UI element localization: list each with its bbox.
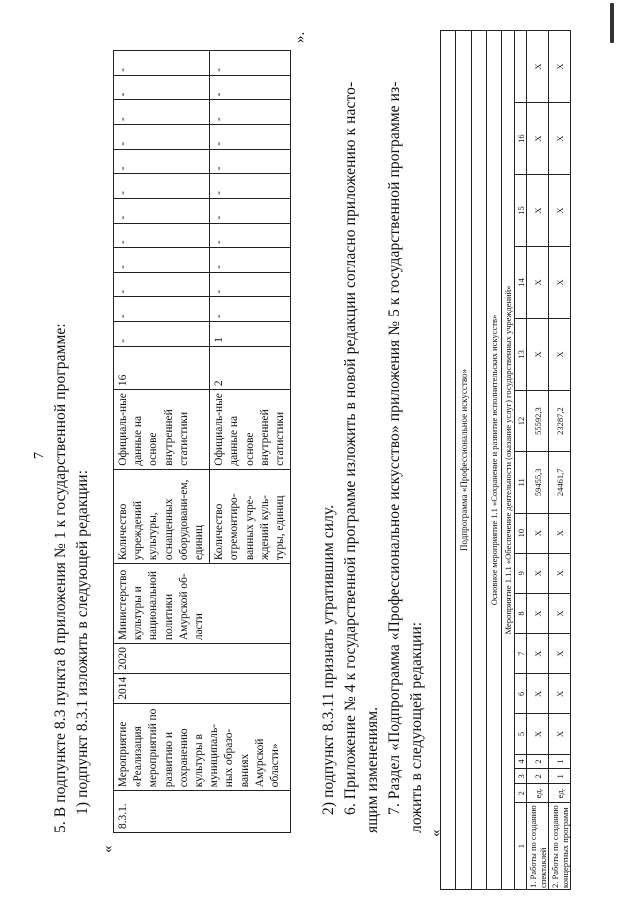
table-row [487, 31, 502, 890]
header-cell: 2 [515, 784, 527, 803]
header-cell: 6 [515, 674, 527, 714]
value-cell: X [527, 103, 549, 175]
value-cell: 2 [210, 346, 291, 389]
work-name: 1. Работы по созданию спектаклей [527, 803, 549, 890]
value-cell: - [114, 248, 210, 273]
paragraph-7-cont: ложить в следующей редакции: [408, 621, 425, 833]
value-cell: - [114, 100, 210, 125]
header-cell: 3 [515, 769, 527, 784]
value-cell: X [549, 634, 571, 674]
value-cell: - [114, 75, 210, 100]
value-cell: 55592,3 [527, 390, 549, 451]
value-cell: X [549, 674, 571, 714]
value-cell: - [114, 124, 210, 149]
executor: Министерство культуры и национальной политики Амурской об-ласти [114, 564, 291, 644]
work-name: 2. Работы по созданию концертных программ [549, 803, 571, 890]
quote-close-1: ». [292, 31, 308, 43]
header-cell: 11 [515, 452, 527, 513]
main-event-title: Основное мероприятие 1.1 «Сохранение и развитие исполнительских искусств» [487, 31, 502, 890]
value-cell: - [210, 272, 291, 297]
header-cell: 8 [515, 593, 527, 633]
value-cell: - [114, 51, 210, 76]
header-cell: 15 [515, 175, 527, 247]
year-start: 2014 [114, 673, 291, 703]
value-cell: 2 [527, 769, 549, 784]
value-cell: X [527, 31, 549, 103]
table-row [114, 51, 210, 833]
subprogram-title: Подпрограмма «Профессиональное искусство» [456, 31, 472, 890]
table-row [549, 31, 571, 890]
value-cell: X [549, 714, 571, 754]
value-cell: X [527, 513, 549, 553]
value-cell: X [527, 246, 549, 318]
header-cell: 5 [515, 714, 527, 754]
table-8-3-1 [113, 50, 291, 833]
value-cell: - [114, 223, 210, 248]
indicator: Количество отремонтиро-ванных учре-ждений куль-туры, единиц [210, 469, 291, 563]
value-cell: X [527, 553, 549, 593]
value-cell: 24461,7 [549, 452, 571, 513]
value-cell: X [527, 674, 549, 714]
value-cell: - [210, 174, 291, 199]
value-cell: X [549, 103, 571, 175]
value-cell: - [210, 75, 291, 100]
value-cell: - [114, 149, 210, 174]
value-cell: - [114, 322, 210, 347]
quote-open-2: « [428, 829, 444, 837]
value-cell: X [549, 513, 571, 553]
paragraph-6-cont: ящим изменениям. [364, 706, 381, 833]
header-cell: 4 [515, 754, 527, 769]
quote-open-1: « [100, 845, 116, 853]
value-cell: X [527, 714, 549, 754]
year-end: 2020 [114, 644, 291, 674]
event-title: Мероприятие 1.1.1 «Обеспечение деятельности (оказание услуг) государственных учреждений» [502, 31, 515, 890]
value-cell: 1 [549, 769, 571, 784]
scan-mark [610, 3, 614, 43]
header-cell: 1 [515, 803, 527, 890]
table-subprogram [440, 30, 571, 890]
table-row [456, 31, 472, 890]
unit-cell: ед. [549, 784, 571, 803]
table-row [502, 31, 515, 890]
page-number: 7 [32, 452, 47, 459]
value-cell: - [210, 297, 291, 322]
value-cell: 1 [549, 754, 571, 769]
table-row [527, 31, 549, 890]
value-cell: 16 [114, 346, 210, 389]
value-cell: - [210, 223, 291, 248]
value-cell: - [114, 297, 210, 322]
table-header-row [515, 31, 527, 890]
value-cell: 2 [527, 754, 549, 769]
value-cell: - [114, 198, 210, 223]
row-number: 8.3.1. [114, 791, 291, 833]
value-cell: X [527, 593, 549, 633]
table-row [472, 31, 487, 890]
header-cell: 10 [515, 513, 527, 553]
header-cell: 7 [515, 634, 527, 674]
header-cell [515, 31, 527, 103]
value-cell: X [549, 175, 571, 247]
paragraph-7: 7. Раздел «Подпрограмма «Профессиональное искусство» приложения № 5 к государственной программе из- [386, 81, 403, 815]
value-cell: 23287,2 [549, 390, 571, 451]
value-cell: 1 [210, 322, 291, 347]
paragraph-6: 6. Приложение № 4 к государственной программе изложить в новой редакции согласно приложению к насто- [342, 81, 359, 815]
value-cell: - [210, 198, 291, 223]
value-cell: - [114, 174, 210, 199]
header-cell: 9 [515, 553, 527, 593]
value-cell: X [527, 318, 549, 390]
header-cell: 12 [515, 390, 527, 451]
value-cell: - [210, 100, 291, 125]
header-cell: 13 [515, 318, 527, 390]
value-cell: 59455,3 [527, 452, 549, 513]
table-row [441, 31, 456, 890]
data-source: Официаль-ные данные на основе внутренней статистики [114, 390, 210, 470]
value-cell: X [549, 246, 571, 318]
value-cell: - [114, 272, 210, 297]
value-cell: X [549, 553, 571, 593]
value-cell: X [549, 31, 571, 103]
event-name: Мероприятие «Реализация мероприятий по развитию и сохранению культуры в муниципаль-ных образо-ваниях Амурской области» [114, 703, 291, 791]
data-source: Официаль-ные данные на основе внутренней статистики [210, 390, 291, 470]
paragraph-5-sub1: 1) подпункт 8.3.1 изложить в следующей редакции: [74, 469, 91, 815]
paragraph-5-sub2: 2) подпункт 8.3.11 признать утратившим силу. [320, 504, 337, 815]
header-cell: 16 [515, 103, 527, 175]
value-cell: X [549, 318, 571, 390]
header-cell: 14 [515, 246, 527, 318]
value-cell: - [210, 51, 291, 76]
value-cell: X [549, 593, 571, 633]
value-cell: X [527, 175, 549, 247]
unit-cell: ед. [527, 784, 549, 803]
value-cell: - [210, 248, 291, 273]
indicator: Количество учреждений культуры, оснащенных оборудовани-ем, единиц [114, 469, 210, 563]
value-cell: - [210, 124, 291, 149]
value-cell: X [527, 634, 549, 674]
paragraph-5-intro: 5. В подпункте 8.3 пункта 8 приложения № 1 к государственной программе: [52, 323, 69, 833]
value-cell: - [210, 149, 291, 174]
